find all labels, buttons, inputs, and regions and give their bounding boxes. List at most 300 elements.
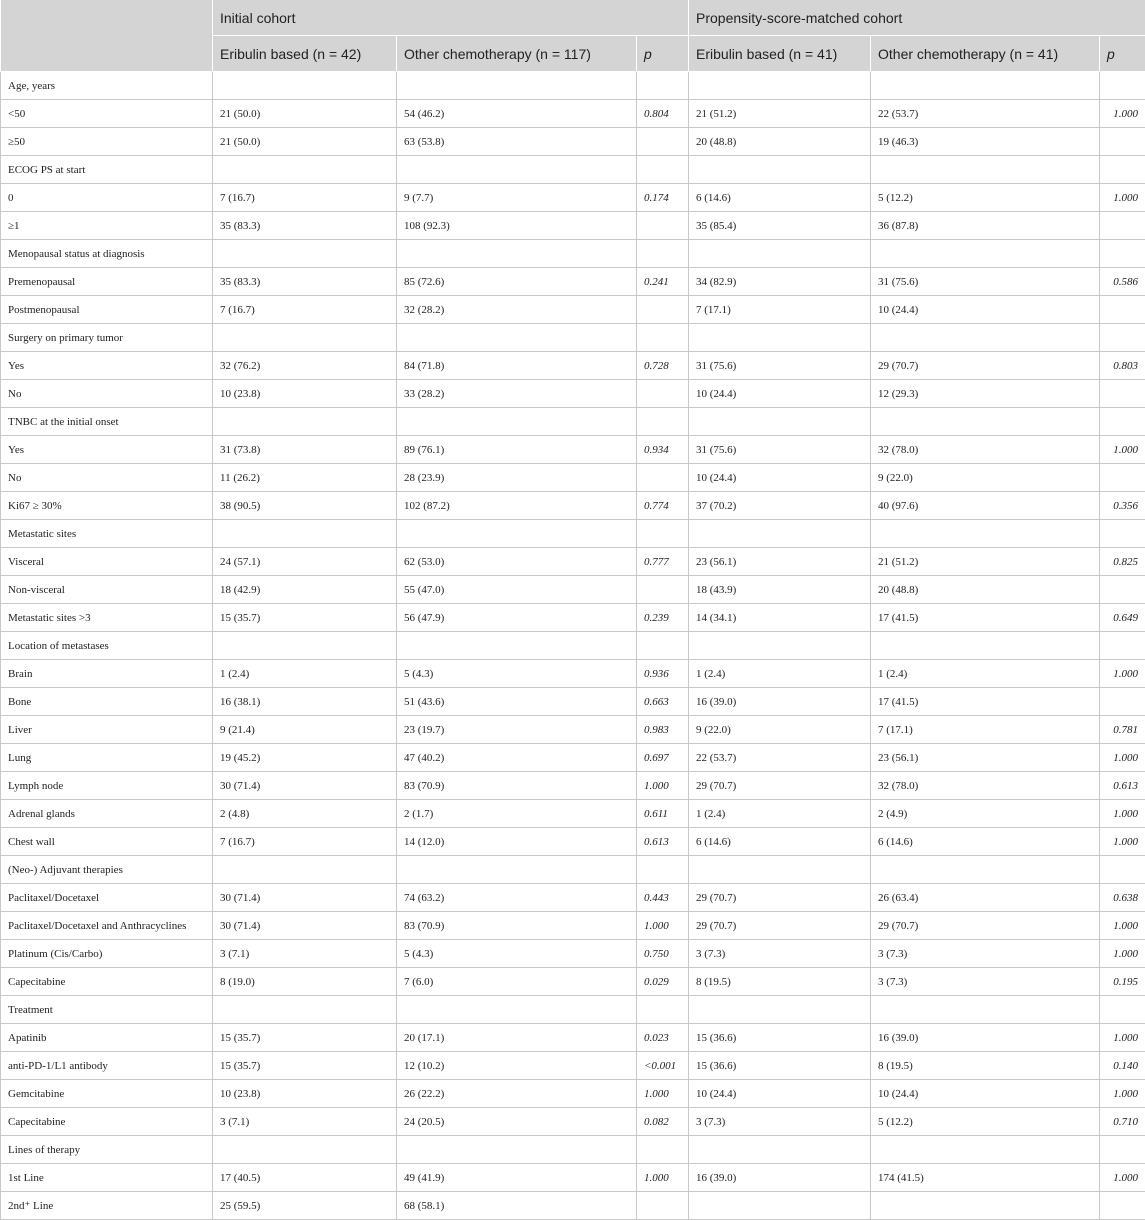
header-col-initial-eribulin: Eribulin based (n = 42) (213, 36, 397, 72)
cell-initial-eribulin: 10 (23.8) (213, 1080, 397, 1108)
table-row (1, 1024, 1145, 1052)
header-blank-cell (1, 0, 213, 72)
table-row (1, 100, 1145, 128)
cell-row-label: Capecitabine (1, 968, 213, 996)
cell-initial-p: 0.774 (637, 492, 689, 520)
cell-initial-p (637, 464, 689, 492)
cell-row-label: Chest wall (1, 828, 213, 856)
cell-row-label: Visceral (1, 548, 213, 576)
cell-matched-other: 174 (41.5) (871, 1164, 1100, 1192)
cell-initial-other: 89 (76.1) (397, 436, 637, 464)
cell-matched-p (1100, 212, 1145, 240)
cell-matched-p (1100, 1136, 1145, 1164)
cell-initial-other (397, 408, 637, 436)
cell-initial-p (637, 296, 689, 324)
cell-matched-eribulin (689, 408, 871, 436)
cell-initial-p: 0.239 (637, 604, 689, 632)
cell-initial-p (637, 240, 689, 268)
cell-matched-p (1100, 632, 1145, 660)
cell-row-label: TNBC at the initial onset (1, 408, 213, 436)
cell-initial-eribulin (213, 1136, 397, 1164)
cell-initial-other: 26 (22.2) (397, 1080, 637, 1108)
cell-initial-other: 2 (1.7) (397, 800, 637, 828)
cell-matched-other: 8 (19.5) (871, 1052, 1100, 1080)
table-row (1, 940, 1145, 968)
cell-initial-other: 5 (4.3) (397, 940, 637, 968)
cell-matched-other: 31 (75.6) (871, 268, 1100, 296)
cell-row-label: Gemcitabine (1, 1080, 213, 1108)
cell-row-label: Paclitaxel/Docetaxel (1, 884, 213, 912)
cell-matched-p: 1.000 (1100, 100, 1145, 128)
cell-row-label: Lung (1, 744, 213, 772)
cell-row-label: Metastatic sites >3 (1, 604, 213, 632)
cell-row-label: Liver (1, 716, 213, 744)
cell-matched-other: 3 (7.3) (871, 940, 1100, 968)
cell-initial-eribulin: 2 (4.8) (213, 800, 397, 828)
cell-initial-other (397, 1136, 637, 1164)
cell-matched-eribulin (689, 856, 871, 884)
header-col-matched-p: p (1100, 36, 1145, 72)
table-row (1, 548, 1145, 576)
cell-matched-p: 0.638 (1100, 884, 1145, 912)
cell-initial-p: 0.663 (637, 688, 689, 716)
cell-row-label: 1st Line (1, 1164, 213, 1192)
header-matched-cohort: Propensity-score-matched cohort (689, 0, 1145, 36)
cell-row-label: Apatinib (1, 1024, 213, 1052)
cell-matched-p: 1.000 (1100, 660, 1145, 688)
table-row (1, 800, 1145, 828)
cell-initial-eribulin: 17 (40.5) (213, 1164, 397, 1192)
cell-initial-other: 7 (6.0) (397, 968, 637, 996)
cell-matched-other: 26 (63.4) (871, 884, 1100, 912)
header-col-initial-p: p (637, 36, 689, 72)
header-group-row (1, 0, 1145, 36)
cell-matched-p (1100, 324, 1145, 352)
cell-matched-other: 5 (12.2) (871, 184, 1100, 212)
cell-initial-eribulin: 32 (76.2) (213, 352, 397, 380)
cell-initial-other: 20 (17.1) (397, 1024, 637, 1052)
cell-matched-p: 1.000 (1100, 1024, 1145, 1052)
table-row (1, 1164, 1145, 1192)
cell-matched-other: 12 (29.3) (871, 380, 1100, 408)
table-row (1, 856, 1145, 884)
cell-initial-other: 74 (63.2) (397, 884, 637, 912)
table-row (1, 772, 1145, 800)
cell-initial-eribulin: 31 (73.8) (213, 436, 397, 464)
cell-initial-p (637, 72, 689, 100)
header-col-initial-other: Other chemotherapy (n = 117) (397, 36, 637, 72)
cell-row-label: ECOG PS at start (1, 156, 213, 184)
cell-row-label: Location of metastases (1, 632, 213, 660)
cell-initial-p (637, 1136, 689, 1164)
cell-row-label: Platinum (Cis/Carbo) (1, 940, 213, 968)
cell-matched-eribulin: 31 (75.6) (689, 352, 871, 380)
cell-matched-other: 20 (48.8) (871, 576, 1100, 604)
cell-matched-eribulin (689, 1136, 871, 1164)
cell-initial-other: 32 (28.2) (397, 296, 637, 324)
table-row (1, 520, 1145, 548)
cell-initial-p: 0.750 (637, 940, 689, 968)
cell-initial-eribulin (213, 408, 397, 436)
cell-matched-eribulin: 18 (43.9) (689, 576, 871, 604)
cell-initial-eribulin: 24 (57.1) (213, 548, 397, 576)
cell-initial-p: 1.000 (637, 1164, 689, 1192)
table-row (1, 1052, 1145, 1080)
cell-matched-eribulin: 34 (82.9) (689, 268, 871, 296)
cell-initial-eribulin: 11 (26.2) (213, 464, 397, 492)
cell-matched-eribulin (689, 1192, 871, 1220)
cell-initial-p: 0.934 (637, 436, 689, 464)
cell-matched-p: 0.825 (1100, 548, 1145, 576)
cell-matched-eribulin: 16 (39.0) (689, 1164, 871, 1192)
cell-row-label: Age, years (1, 72, 213, 100)
cell-initial-eribulin: 1 (2.4) (213, 660, 397, 688)
cell-matched-p: 0.710 (1100, 1108, 1145, 1136)
cell-initial-eribulin: 7 (16.7) (213, 828, 397, 856)
cell-matched-eribulin: 10 (24.4) (689, 380, 871, 408)
cell-matched-other: 29 (70.7) (871, 912, 1100, 940)
cell-initial-other: 14 (12.0) (397, 828, 637, 856)
table-row (1, 1136, 1145, 1164)
cell-initial-p: 0.697 (637, 744, 689, 772)
cell-initial-eribulin: 21 (50.0) (213, 128, 397, 156)
cell-matched-eribulin: 22 (53.7) (689, 744, 871, 772)
cell-matched-other: 7 (17.1) (871, 716, 1100, 744)
cell-row-label: Paclitaxel/Docetaxel and Anthracyclines (1, 912, 213, 940)
cell-row-label: Yes (1, 436, 213, 464)
table-row (1, 156, 1145, 184)
cell-initial-eribulin: 38 (90.5) (213, 492, 397, 520)
cell-matched-p (1100, 128, 1145, 156)
cell-matched-other: 2 (4.9) (871, 800, 1100, 828)
cell-matched-eribulin: 23 (56.1) (689, 548, 871, 576)
cell-row-label: Treatment (1, 996, 213, 1024)
cell-initial-other: 83 (70.9) (397, 912, 637, 940)
table-row (1, 968, 1145, 996)
cell-matched-other: 29 (70.7) (871, 352, 1100, 380)
cell-initial-eribulin: 7 (16.7) (213, 184, 397, 212)
table-row (1, 716, 1145, 744)
cell-matched-eribulin: 31 (75.6) (689, 436, 871, 464)
cell-initial-p: 0.804 (637, 100, 689, 128)
cell-initial-eribulin (213, 632, 397, 660)
cell-initial-eribulin (213, 240, 397, 268)
table-row (1, 268, 1145, 296)
cell-initial-p (637, 856, 689, 884)
cell-matched-other (871, 856, 1100, 884)
cell-matched-p (1100, 240, 1145, 268)
cell-row-label: (Neo-) Adjuvant therapies (1, 856, 213, 884)
cell-matched-other: 6 (14.6) (871, 828, 1100, 856)
cell-initial-eribulin: 3 (7.1) (213, 1108, 397, 1136)
cell-matched-eribulin: 10 (24.4) (689, 1080, 871, 1108)
cell-initial-eribulin (213, 520, 397, 548)
cell-row-label: Capecitabine (1, 1108, 213, 1136)
cell-initial-p (637, 212, 689, 240)
cell-matched-eribulin: 37 (70.2) (689, 492, 871, 520)
cell-initial-p: <0.001 (637, 1052, 689, 1080)
cell-matched-p (1100, 856, 1145, 884)
table-row (1, 128, 1145, 156)
cell-initial-eribulin: 30 (71.4) (213, 884, 397, 912)
cell-row-label: Premenopausal (1, 268, 213, 296)
cell-initial-other: 102 (87.2) (397, 492, 637, 520)
cell-matched-eribulin: 29 (70.7) (689, 772, 871, 800)
cell-initial-eribulin: 10 (23.8) (213, 380, 397, 408)
cell-matched-eribulin (689, 72, 871, 100)
cell-matched-other: 23 (56.1) (871, 744, 1100, 772)
cell-initial-p (637, 128, 689, 156)
table-row (1, 436, 1145, 464)
cell-matched-other: 16 (39.0) (871, 1024, 1100, 1052)
cell-matched-p: 0.781 (1100, 716, 1145, 744)
cell-matched-p (1100, 1192, 1145, 1220)
cell-initial-p: 0.728 (637, 352, 689, 380)
cell-matched-eribulin (689, 520, 871, 548)
cell-initial-p: 0.983 (637, 716, 689, 744)
cell-row-label: anti-PD-1/L1 antibody (1, 1052, 213, 1080)
table-row (1, 660, 1145, 688)
cell-initial-other: 5 (4.3) (397, 660, 637, 688)
cell-initial-eribulin: 30 (71.4) (213, 772, 397, 800)
table-row (1, 828, 1145, 856)
cell-row-label: <50 (1, 100, 213, 128)
cell-initial-p (637, 996, 689, 1024)
cell-initial-p (637, 324, 689, 352)
cell-initial-other: 68 (58.1) (397, 1192, 637, 1220)
cell-initial-eribulin (213, 996, 397, 1024)
cell-matched-eribulin (689, 996, 871, 1024)
cell-initial-p (637, 380, 689, 408)
cell-matched-other (871, 520, 1100, 548)
cell-matched-eribulin: 35 (85.4) (689, 212, 871, 240)
cell-matched-p: 0.613 (1100, 772, 1145, 800)
table-row (1, 492, 1145, 520)
header-initial-cohort: Initial cohort (213, 0, 689, 36)
cell-matched-p (1100, 520, 1145, 548)
cell-matched-other (871, 240, 1100, 268)
table-row (1, 744, 1145, 772)
cell-initial-other: 84 (71.8) (397, 352, 637, 380)
cell-initial-other: 12 (10.2) (397, 1052, 637, 1080)
cell-matched-eribulin (689, 156, 871, 184)
cell-initial-other: 62 (53.0) (397, 548, 637, 576)
cell-initial-p: 0.082 (637, 1108, 689, 1136)
cell-initial-p: 1.000 (637, 772, 689, 800)
cell-initial-other: 28 (23.9) (397, 464, 637, 492)
cell-matched-other: 22 (53.7) (871, 100, 1100, 128)
cell-matched-eribulin (689, 240, 871, 268)
cell-initial-eribulin: 21 (50.0) (213, 100, 397, 128)
cell-initial-eribulin: 30 (71.4) (213, 912, 397, 940)
cell-matched-other: 9 (22.0) (871, 464, 1100, 492)
cell-matched-other: 32 (78.0) (871, 436, 1100, 464)
table-row (1, 632, 1145, 660)
cell-matched-p: 0.649 (1100, 604, 1145, 632)
table-row (1, 688, 1145, 716)
cell-row-label: Surgery on primary tumor (1, 324, 213, 352)
cell-initial-other: 55 (47.0) (397, 576, 637, 604)
table-row (1, 1080, 1145, 1108)
cell-initial-eribulin (213, 72, 397, 100)
cell-initial-p: 0.023 (637, 1024, 689, 1052)
cell-matched-eribulin: 6 (14.6) (689, 184, 871, 212)
cell-initial-other: 108 (92.3) (397, 212, 637, 240)
cell-initial-other: 56 (47.9) (397, 604, 637, 632)
cell-row-label: Adrenal glands (1, 800, 213, 828)
cell-initial-eribulin: 16 (38.1) (213, 688, 397, 716)
cell-initial-other: 23 (19.7) (397, 716, 637, 744)
cell-initial-p (637, 632, 689, 660)
cell-row-label: No (1, 464, 213, 492)
cell-row-label: Non-visceral (1, 576, 213, 604)
cell-matched-other (871, 324, 1100, 352)
cell-matched-p (1100, 464, 1145, 492)
cell-initial-other (397, 324, 637, 352)
cell-matched-eribulin (689, 632, 871, 660)
cell-initial-p: 0.613 (637, 828, 689, 856)
cell-initial-p (637, 156, 689, 184)
cell-matched-eribulin: 9 (22.0) (689, 716, 871, 744)
cell-matched-other: 10 (24.4) (871, 1080, 1100, 1108)
cell-matched-other (871, 408, 1100, 436)
cell-matched-other (871, 1136, 1100, 1164)
cell-matched-p: 0.356 (1100, 492, 1145, 520)
cell-matched-other: 21 (51.2) (871, 548, 1100, 576)
cell-row-label: ≥1 (1, 212, 213, 240)
cell-initial-eribulin: 19 (45.2) (213, 744, 397, 772)
cell-row-label: 2nd⁺ Line (1, 1192, 213, 1220)
cell-row-label: No (1, 380, 213, 408)
cell-initial-eribulin: 8 (19.0) (213, 968, 397, 996)
cell-matched-eribulin (689, 324, 871, 352)
cell-initial-eribulin: 7 (16.7) (213, 296, 397, 324)
cell-matched-p: 1.000 (1100, 1080, 1145, 1108)
cell-initial-other: 33 (28.2) (397, 380, 637, 408)
cell-matched-eribulin: 1 (2.4) (689, 660, 871, 688)
cell-initial-p: 1.000 (637, 1080, 689, 1108)
cell-matched-other: 10 (24.4) (871, 296, 1100, 324)
cell-matched-other (871, 156, 1100, 184)
cell-initial-p (637, 1192, 689, 1220)
cell-matched-eribulin: 1 (2.4) (689, 800, 871, 828)
cell-matched-other: 36 (87.8) (871, 212, 1100, 240)
header-col-matched-eribulin: Eribulin based (n = 41) (689, 36, 871, 72)
cell-matched-p: 1.000 (1100, 800, 1145, 828)
cell-matched-p: 1.000 (1100, 744, 1145, 772)
table-row (1, 1108, 1145, 1136)
cell-initial-eribulin: 9 (21.4) (213, 716, 397, 744)
cell-row-label: Bone (1, 688, 213, 716)
table-row (1, 72, 1145, 100)
cell-initial-eribulin: 35 (83.3) (213, 268, 397, 296)
cell-row-label: Ki67 ≥ 30% (1, 492, 213, 520)
cell-initial-other (397, 856, 637, 884)
cell-matched-eribulin: 3 (7.3) (689, 1108, 871, 1136)
cell-initial-eribulin: 35 (83.3) (213, 212, 397, 240)
cell-row-label: Menopausal status at diagnosis (1, 240, 213, 268)
cell-matched-eribulin: 14 (34.1) (689, 604, 871, 632)
cell-matched-other: 17 (41.5) (871, 604, 1100, 632)
cell-matched-p (1100, 996, 1145, 1024)
cell-row-label: Metastatic sites (1, 520, 213, 548)
table-row (1, 884, 1145, 912)
cell-initial-p: 0.443 (637, 884, 689, 912)
cell-matched-p (1100, 408, 1145, 436)
cell-matched-other: 5 (12.2) (871, 1108, 1100, 1136)
cell-initial-eribulin: 3 (7.1) (213, 940, 397, 968)
table-row (1, 1192, 1145, 1220)
cell-row-label: Postmenopausal (1, 296, 213, 324)
cell-matched-eribulin: 20 (48.8) (689, 128, 871, 156)
cell-matched-other (871, 996, 1100, 1024)
cell-initial-eribulin: 15 (35.7) (213, 604, 397, 632)
table-row (1, 380, 1145, 408)
cell-matched-other: 17 (41.5) (871, 688, 1100, 716)
table-row (1, 576, 1145, 604)
cell-initial-other: 85 (72.6) (397, 268, 637, 296)
cell-matched-p: 1.000 (1100, 184, 1145, 212)
cell-initial-eribulin (213, 856, 397, 884)
cell-matched-p (1100, 380, 1145, 408)
cell-matched-other: 1 (2.4) (871, 660, 1100, 688)
cell-initial-other (397, 156, 637, 184)
table-row (1, 184, 1145, 212)
cell-initial-p: 0.029 (637, 968, 689, 996)
cell-matched-p: 1.000 (1100, 1164, 1145, 1192)
cell-initial-other (397, 520, 637, 548)
cell-initial-other: 24 (20.5) (397, 1108, 637, 1136)
cell-initial-other (397, 632, 637, 660)
table-body (1, 72, 1145, 1220)
cell-matched-p (1100, 72, 1145, 100)
cell-initial-other: 47 (40.2) (397, 744, 637, 772)
cell-row-label: Lines of therapy (1, 1136, 213, 1164)
cell-matched-other (871, 72, 1100, 100)
cell-initial-other: 49 (41.9) (397, 1164, 637, 1192)
cell-matched-p (1100, 156, 1145, 184)
cell-matched-eribulin: 16 (39.0) (689, 688, 871, 716)
table-row (1, 604, 1145, 632)
cell-matched-eribulin: 15 (36.6) (689, 1052, 871, 1080)
cell-matched-p: 1.000 (1100, 436, 1145, 464)
cell-initial-eribulin (213, 324, 397, 352)
cell-initial-eribulin (213, 156, 397, 184)
cell-initial-other: 83 (70.9) (397, 772, 637, 800)
cell-row-label: Brain (1, 660, 213, 688)
cell-row-label: Lymph node (1, 772, 213, 800)
cell-matched-p (1100, 296, 1145, 324)
table-row (1, 324, 1145, 352)
table-row (1, 912, 1145, 940)
cell-initial-p: 0.936 (637, 660, 689, 688)
cell-matched-eribulin: 29 (70.7) (689, 884, 871, 912)
cell-matched-eribulin: 15 (36.6) (689, 1024, 871, 1052)
table-row (1, 408, 1145, 436)
cell-initial-other: 54 (46.2) (397, 100, 637, 128)
cell-matched-other: 3 (7.3) (871, 968, 1100, 996)
cell-matched-eribulin: 7 (17.1) (689, 296, 871, 324)
cell-initial-p: 0.611 (637, 800, 689, 828)
cell-matched-eribulin: 3 (7.3) (689, 940, 871, 968)
cell-initial-other: 63 (53.8) (397, 128, 637, 156)
cell-initial-p: 1.000 (637, 912, 689, 940)
cell-matched-other: 32 (78.0) (871, 772, 1100, 800)
cell-matched-eribulin: 29 (70.7) (689, 912, 871, 940)
cell-matched-eribulin: 6 (14.6) (689, 828, 871, 856)
table-row (1, 464, 1145, 492)
cell-row-label: 0 (1, 184, 213, 212)
